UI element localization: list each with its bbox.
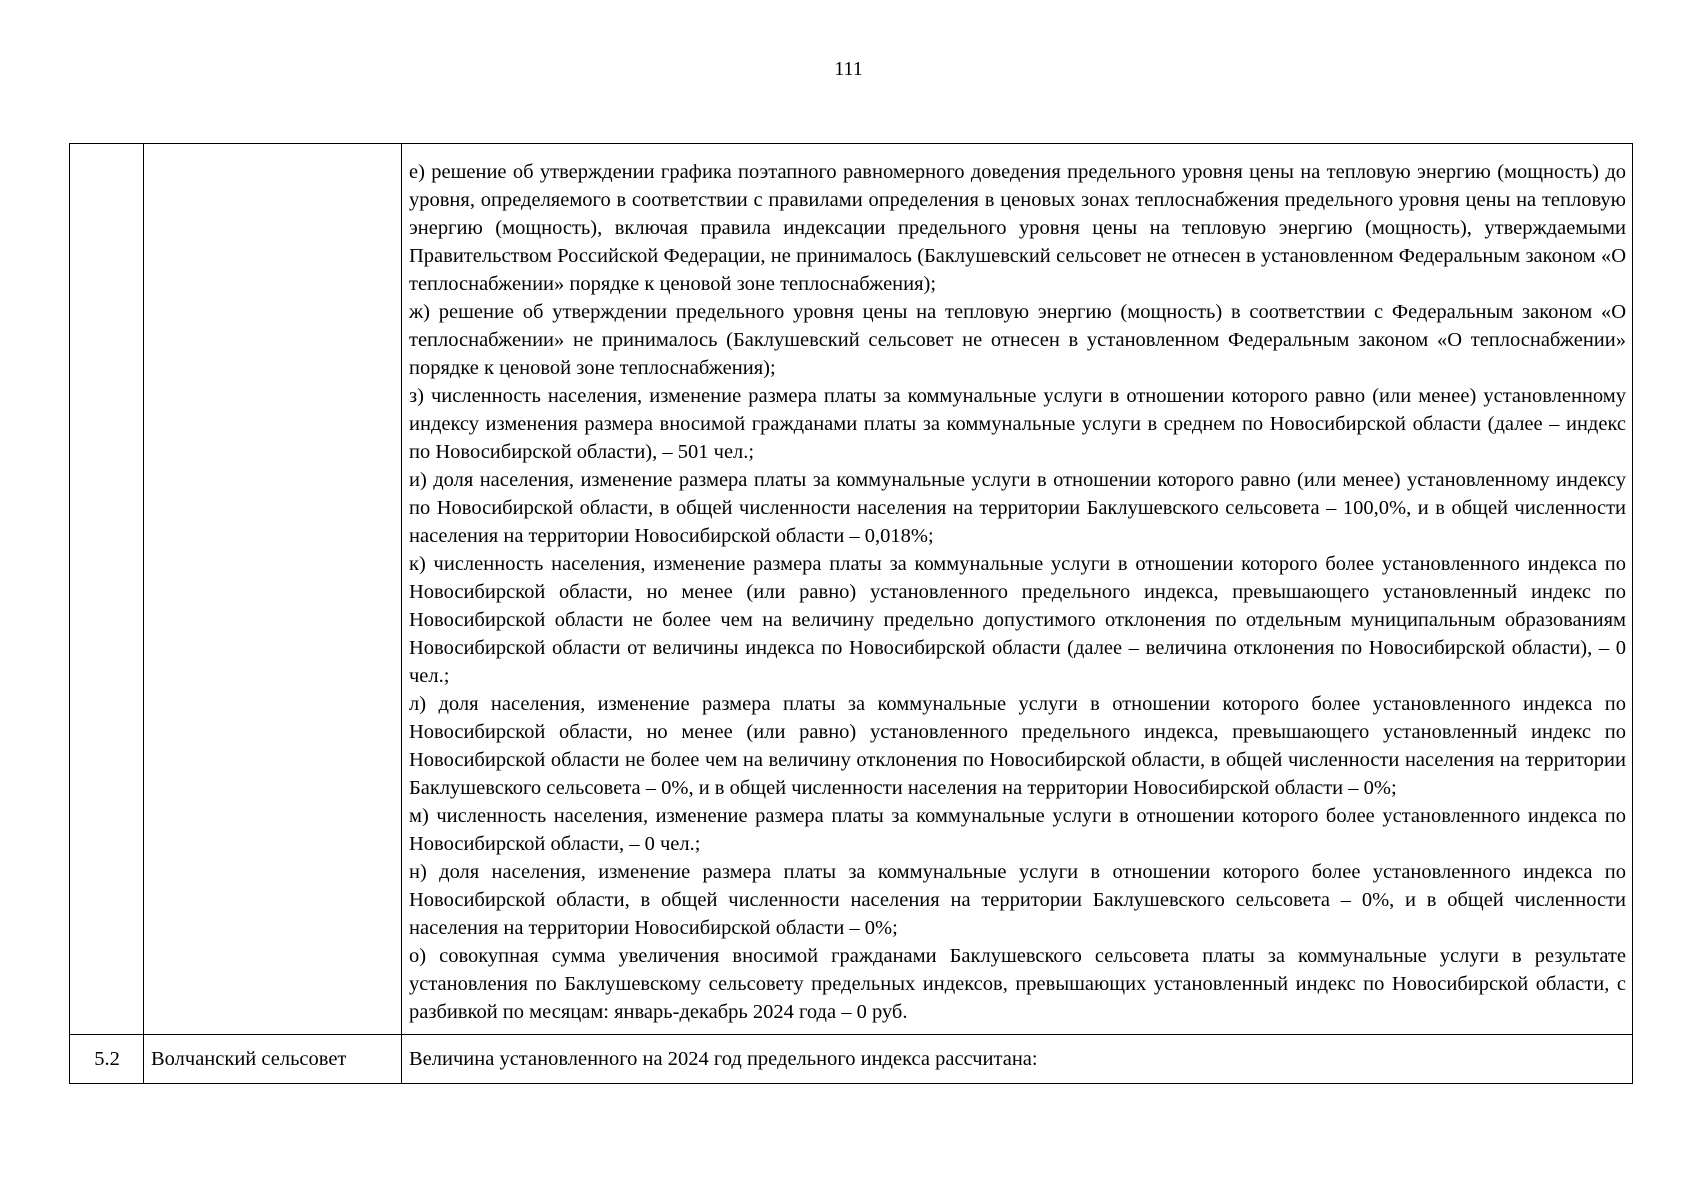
paragraph-l: л) доля населения, изменение размера платы за коммунальные услуги в отношении которого более установленного индекса по Новосибирской области, но менее (или равно) установленного предельного индекса, превышающего установленный индекс по Новосибирской области не более чем на величину отклонения по Новосибирской области, в общей численности населения на территории Баклушевского сельсовета – 0%, и в общей численности населения на территории Новосибирской области – 0%; [409, 693, 1626, 799]
paragraph-e: е) решение об утверждении графика поэтапного равномерного доведения предельного уровня цены на тепловую энергию (мощность) до уровня, определяемого в соответствии с правилами определения в ценовых зонах теплоснабжения предельного уровня цены на тепловую энергию (мощность), включая правила индексации предельного уровня цены на тепловую энергию (мощность), утверждаемыми Правительством Российской Федерации, не принималось (Баклушевский сельсовет не отнесен в установленном Федеральным законом «О теплоснабжении» порядке к ценовой зоне теплоснабжения); [409, 161, 1626, 295]
content-cell: Величина установленного на 2024 год предельного индекса рассчитана: [402, 1035, 1633, 1084]
paragraph-i: и) доля населения, изменение размера платы за коммунальные услуги в отношении которого равно (или менее) установленному индексу по Новосибирской области, в общей численности населения на территории Баклушевского сельсовета – 100,0%, и в общей численности населения на территории Новосибирской области – 0,018%; [409, 469, 1626, 547]
document-table [69, 143, 1633, 1084]
municipality-cell: Волчанский сельсовет [144, 1035, 402, 1084]
paragraph-z: з) численность населения, изменение размера платы за коммунальные услуги в отношении которого равно (или менее) установленному индексу изменения размера вносимой гражданами платы за коммунальные услуги в среднем по Новосибирской области (далее – индекс по Новосибирской области), – 501 чел.; [409, 385, 1626, 463]
paragraph-n: н) доля населения, изменение размера платы за коммунальные услуги в отношении которого более установленного индекса по Новосибирской области, в общей численности населения на территории Баклушевского сельсовета – 0%, и в общей численности населения на территории Новосибирской области – 0%; [409, 861, 1626, 939]
table-row [70, 144, 1633, 1035]
municipality-cell [144, 144, 402, 1035]
row-number-cell: 5.2 [70, 1035, 144, 1084]
table-row [70, 1035, 1633, 1084]
content-cell [402, 144, 1633, 1035]
paragraph-o: о) совокупная сумма увеличения вносимой гражданами Баклушевского сельсовета платы за коммунальные услуги в результате установления по Баклушевскому сельсовету предельных индексов, превышающих установленный индекс по Новосибирской области, с разбивкой по месяцам: январь-декабрь 2024 года – 0 руб. [409, 945, 1626, 1023]
paragraph-zh: ж) решение об утверждении предельного уровня цены на тепловую энергию (мощность) в соответствии с Федеральным законом «О теплоснабжении» не принималось (Баклушевский сельсовет не отнесен в установленном Федеральным законом «О теплоснабжении» порядке к ценовой зоне теплоснабжения); [409, 301, 1626, 379]
row-number-cell [70, 144, 144, 1035]
paragraph-m: м) численность населения, изменение размера платы за коммунальные услуги в отношении которого более установленного индекса по Новосибирской области, – 0 чел.; [409, 805, 1626, 855]
paragraph-k: к) численность населения, изменение размера платы за коммунальные услуги в отношении которого более установленного индекса по Новосибирской области, но менее (или равно) установленного предельного индекса, превышающего установленный индекс по Новосибирской области не более чем на величину предельно допустимого отклонения по отдельным муниципальным образованиям Новосибирской области от величины индекса по Новосибирской области (далее – величина отклонения по Новосибирской области), – 0 чел.; [409, 553, 1626, 687]
page-number: 111 [834, 58, 863, 80]
